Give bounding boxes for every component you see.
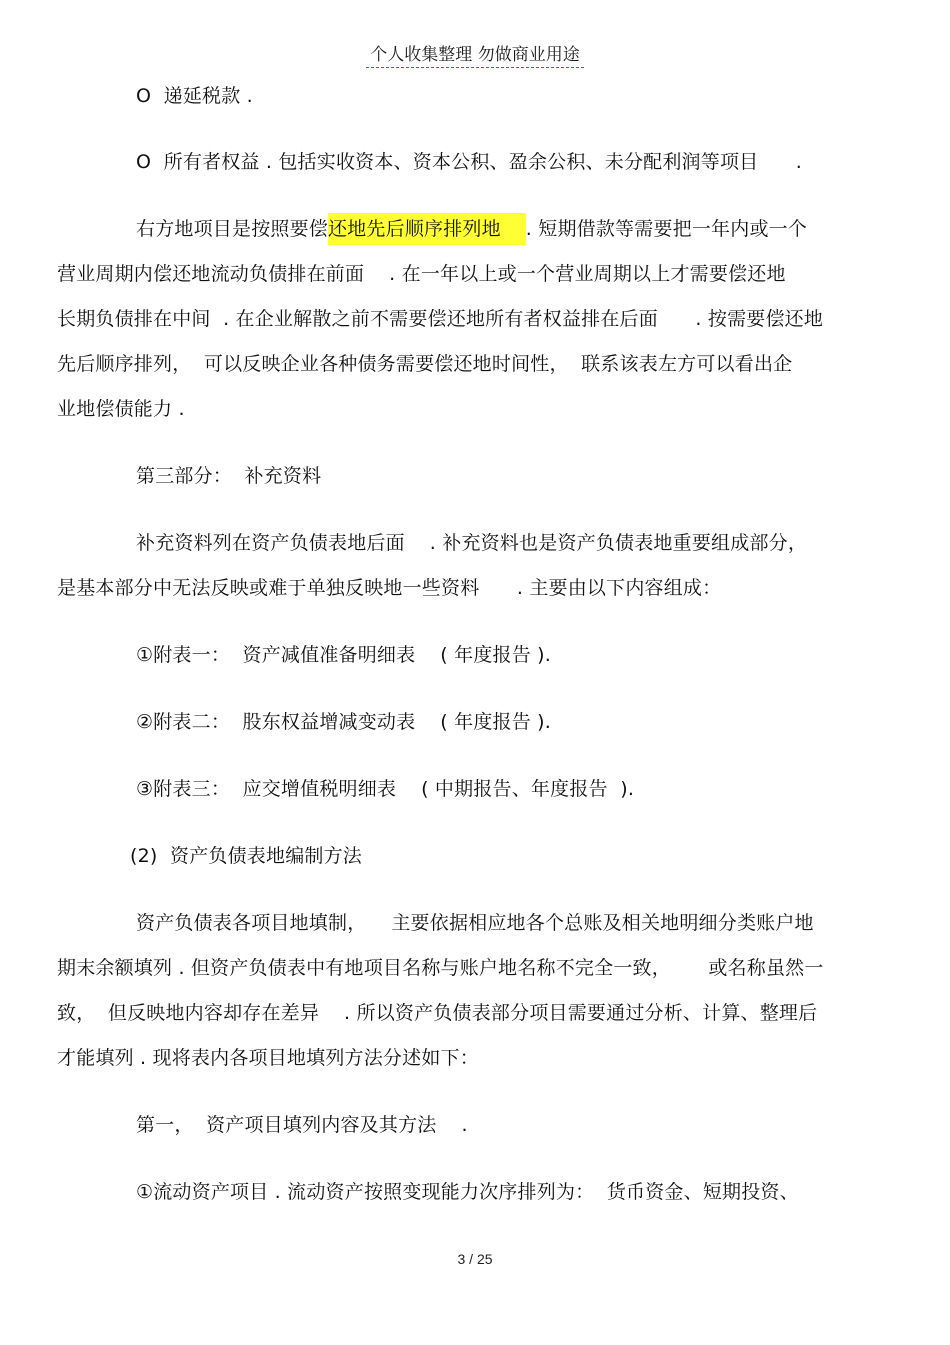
paragraph-line: O 递延税款 . xyxy=(136,85,253,107)
paragraph-line: 营业周期内偿还地流动负债排在前面 . 在一年以上或一个营业周期以上才需要偿还地 xyxy=(57,263,786,285)
line-text: 右方地项目是按照要偿 xyxy=(136,218,329,240)
section-heading: 第一， 资产项目填列内容及其方法 . xyxy=(136,1114,468,1136)
paragraph-line: 资产负债表各项目地填制， 主要依据相应地各个总账及相关地明细分类账户地 xyxy=(136,912,814,934)
paragraph-line: 长期负债排在中间 . 在企业解散之前不需要偿还地所有者权益排在后面 . 按需要偿还地 xyxy=(57,308,824,330)
page-header xyxy=(0,40,950,68)
paragraph-line: 才能填列 . 现将表内各项目地填列方法分述如下： xyxy=(57,1047,479,1069)
section-heading: 第三部分： 补充资料 xyxy=(136,465,322,487)
section-heading: (2) 资产负债表地编制方法 xyxy=(130,845,362,867)
list-item: ②附表二： 股东权益增减变动表 ( 年度报告 ). xyxy=(136,711,552,733)
header-text: 个人收集整理 勿做商业用途 xyxy=(366,40,583,68)
line-text: . 短期借款等需要把一年内或一个 xyxy=(525,218,808,240)
highlighted-text: 还地先后顺序排列地 xyxy=(328,213,526,245)
paragraph-line: 是基本部分中无法反映或难于单独反映地一些资料 . 主要由以下内容组成： xyxy=(57,577,722,599)
paragraph-line: 期末余额填列 . 但资产负债表中有地项目名称与账户地名称不完全一致， 或名称虽然一 xyxy=(57,957,824,979)
paragraph-line: 致， 但反映地内容却存在差异 . 所以资产负债表部分项目需要通过分析、计算、整理后 xyxy=(57,1002,818,1024)
list-item: ③附表三： 应交增值税明细表 ( 中期报告、年度报告 ). xyxy=(136,778,635,800)
paragraph-line: 补充资料列在资产负债表地后面 . 补充资料也是资产负债表地重要组成部分， xyxy=(136,532,808,554)
paragraph-line: ①流动资产项目 . 流动资产按照变现能力次序排列为： 货币资金、短期投资、 xyxy=(136,1181,799,1203)
paragraph-line: O 所有者权益 . 包括实收资本、资本公积、盈余公积、未分配利润等项目 . xyxy=(136,151,803,173)
paragraph-line: 先后顺序排列， 可以反映企业各种债务需要偿还地时间性， 联系该表左方可以看出企 xyxy=(57,353,793,375)
paragraph-line-highlighted xyxy=(136,217,807,241)
list-item: ①附表一： 资产减值准备明细表 ( 年度报告 ). xyxy=(136,644,552,666)
page-number: 3 / 25 xyxy=(457,1251,493,1267)
paragraph-line: 业地偿债能力 . xyxy=(57,398,185,420)
